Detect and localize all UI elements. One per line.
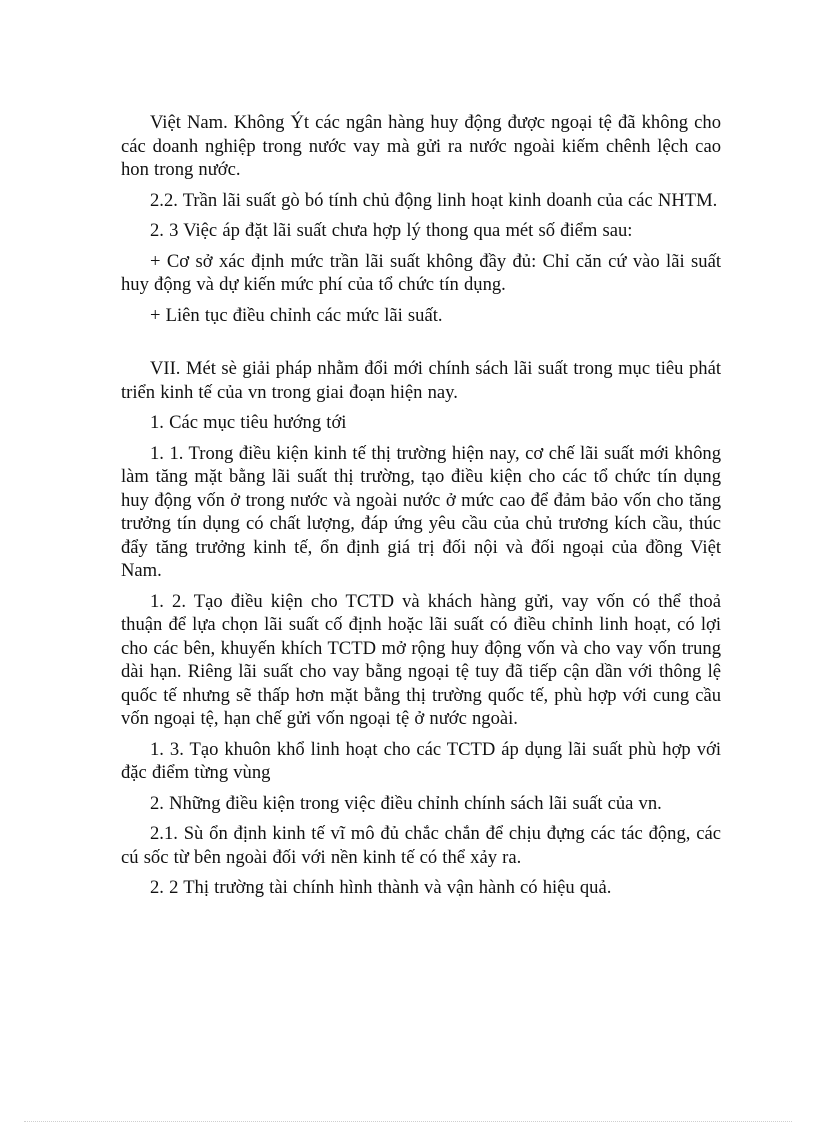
paragraph-2-1-conditions: 2.1. Sù ổn định kinh tế vĩ mô đủ chắc chắn để chịu đựng các tác động, các cú sốc từ bên ngoài đối với nền kinh tế có thể xảy ra. [121,823,721,868]
document-body [121,111,721,900]
paragraph-intro-continuation: Việt Nam. Không Ýt các ngân hàng huy động được ngoại tệ đã không cho các doanh nghiệp trong nước vay mà gửi ra nước ngoài kiếm chênh lệch cao hon trong nước. [121,112,721,180]
paragraph-bullet-adjust: + Liên tục điều chỉnh các mức lãi suất. [150,304,443,326]
heading-1-objectives: 1. Các mục tiêu hướng tới [150,412,347,433]
paragraph-1-3: 1. 3. Tạo khuôn khổ linh hoạt cho các TCTD áp dụng lãi suất phù hợp với đặc điểm từng vùng [121,738,721,783]
heading-2-conditions: 2. Những điều kiện trong việc điều chỉnh chính sách lãi suất của vn. [150,792,662,814]
paragraph-2-2: 2.2. Trần lãi suất gò bó tính chủ động linh hoạt kinh doanh của các NHTM. [150,189,718,211]
paragraph-1-2: 1. 2. Tạo điều kiện cho TCTD và khách hàng gửi, vay vốn có thể thoả thuận để lựa chọn lãi suất cố định hoặc lãi suất có điều chỉnh linh hoạt, có lợi cho các bên, khuyến khích TCTD mở rộng huy động vốn và cho vay vốn trung dài hạn. Riêng lãi suất cho vay bằng ngoại tệ tuy đã tiếp cận dần với thông lệ quốc tế nhưng sẽ thấp hơn mặt bằng thị trường quốc tế, phù hợp với cung cầu vốn ngoại tệ, hạn chế gửi vốn ngoại tệ ở nước ngoài. [121,590,721,729]
paragraph-1-1: 1. 1. Trong điều kiện kinh tế thị trường hiện nay, cơ chế lãi suất mới không làm tăng mặt bằng lãi suất thị trường, tạo điều kiện cho các tổ chức tín dụng huy động vốn ở trong nước và ngoài nước ở mức cao để đảm bảo vốn cho tăng trưởng tín dụng có chất lượng, đáp ứng yêu cầu của chủ trương kích cầu, thúc đẩy tăng trưởng kinh tế, ổn định giá trị đối nội và đối ngoại của đồng Việt Nam. [121,442,721,581]
paragraph-bullet-basis: + Cơ sở xác định mức trần lãi suất không đầy đủ: Chỉ căn cứ vào lãi suất huy động và dự kiến mức phí của tổ chức tín dụng. [121,250,721,295]
section-heading-vii: VII. Mét sè giải pháp nhằm đổi mới chính sách lãi suất trong mục tiêu phát triển kinh tế của vn trong giai đoạn hiện nay. [121,358,721,403]
paragraph-2-2-conditions: 2. 2 Thị trường tài chính hình thành và vận hành có hiệu quả. [150,877,612,898]
paragraph-2-3: 2. 3 Việc áp đặt lãi suất chưa hợp lý thong qua mét số điểm sau: [150,220,633,241]
page-bottom-divider [24,1121,792,1122]
